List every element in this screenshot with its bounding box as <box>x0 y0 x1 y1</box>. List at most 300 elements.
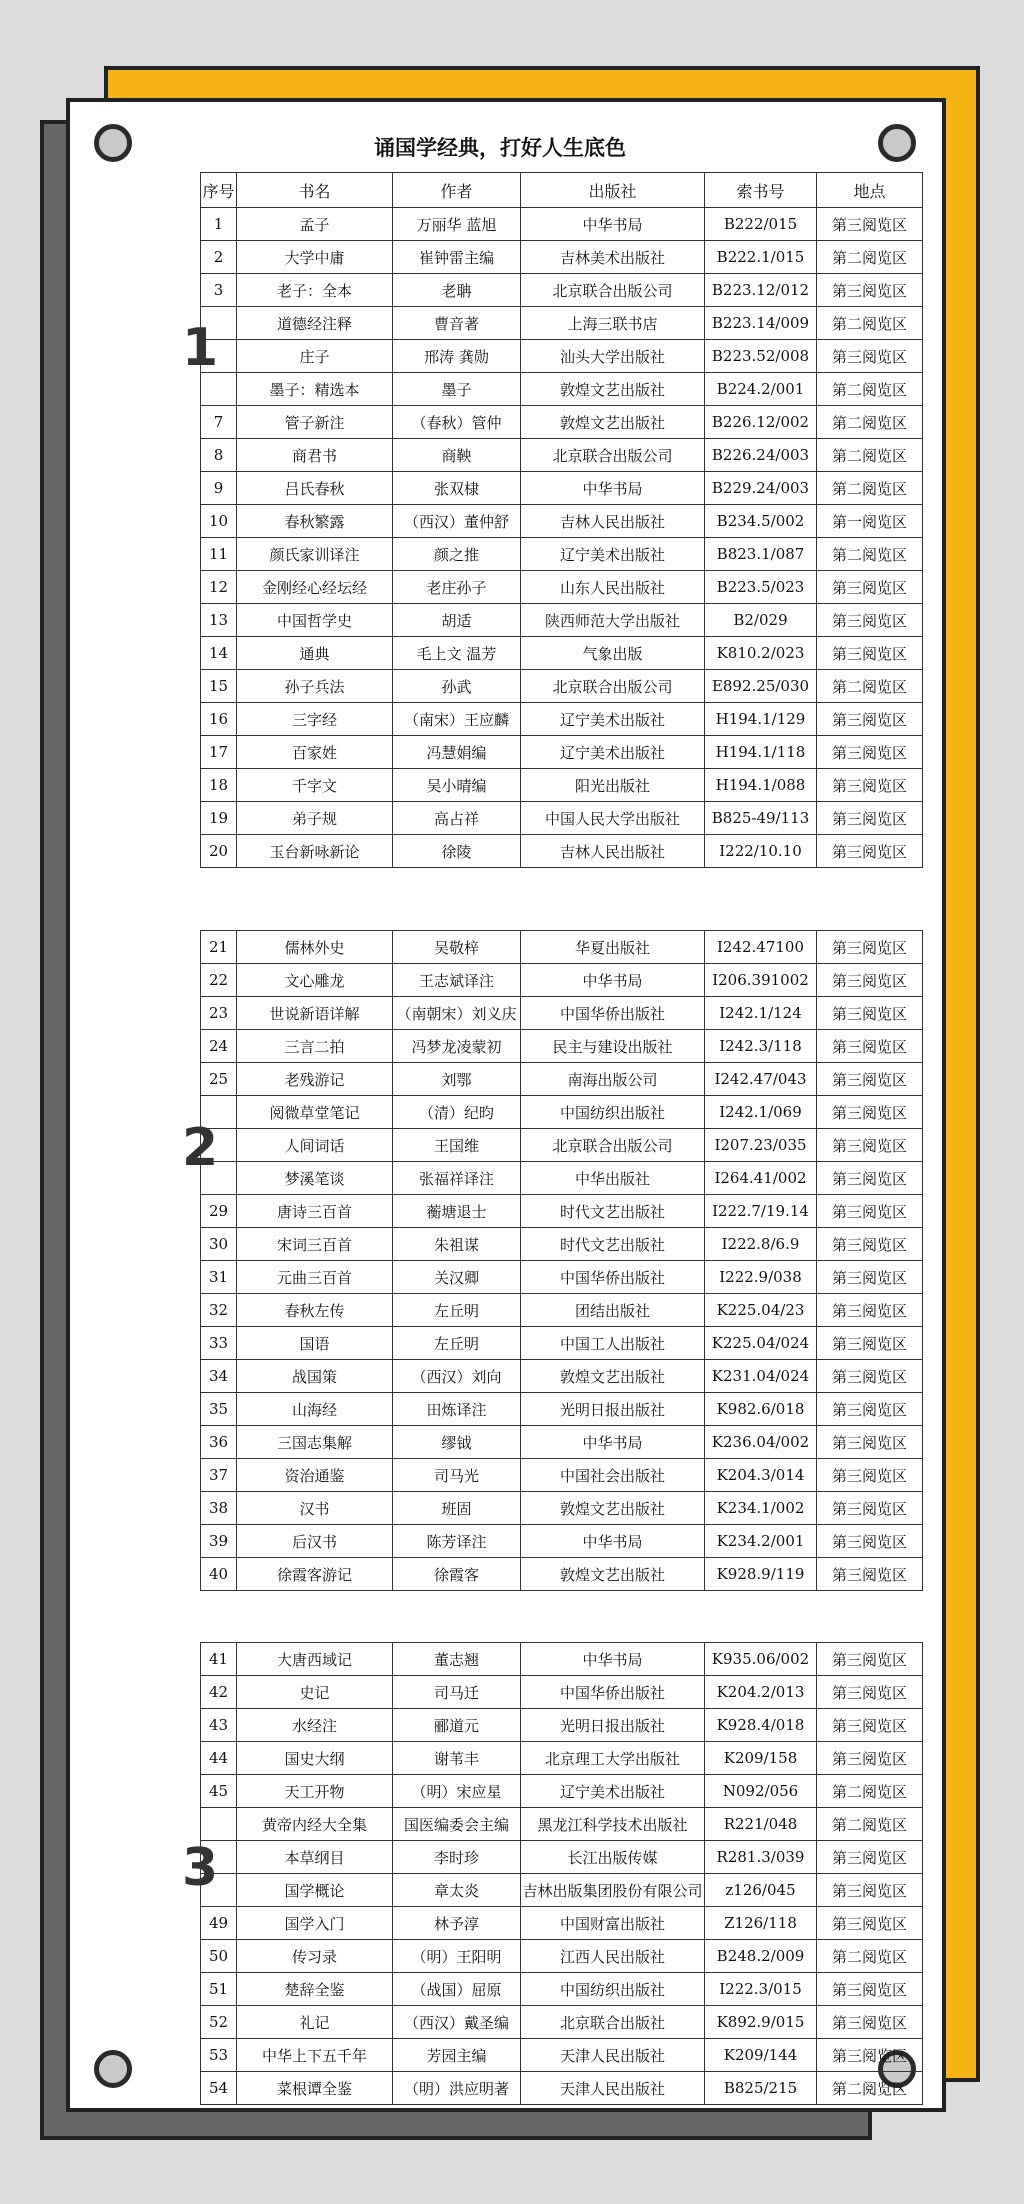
book-author-cell: （南宋）王应麟 <box>393 703 521 736</box>
book-title-cell: 老子：全本 <box>237 274 393 307</box>
table-row <box>201 571 923 604</box>
publisher-cell: 团结出版社 <box>521 1294 705 1327</box>
row-number-cell: 43 <box>201 1709 237 1742</box>
row-number-cell: 40 <box>201 1558 237 1591</box>
call-number-cell: I222.3/015 <box>705 1973 817 2006</box>
book-author-cell: 芳园主编 <box>393 2039 521 2072</box>
location-cell: 第三阅览区 <box>817 1492 923 1525</box>
book-title-cell: 国学入门 <box>237 1907 393 1940</box>
table-row <box>201 373 923 406</box>
call-number-cell: B229.24/003 <box>705 472 817 505</box>
book-author-cell: 班固 <box>393 1492 521 1525</box>
table-row <box>201 307 923 340</box>
group-number: 1 <box>182 318 219 378</box>
location-cell: 第二阅览区 <box>817 2072 923 2105</box>
table-row <box>201 1775 923 1808</box>
publisher-cell: 南海出版公司 <box>521 1063 705 1096</box>
book-author-cell: 张双棣 <box>393 472 521 505</box>
call-number-cell: I222.9/038 <box>705 1261 817 1294</box>
call-number-cell: K935.06/002 <box>705 1643 817 1676</box>
table-row <box>201 505 923 538</box>
publisher-cell: 敦煌文艺出版社 <box>521 1360 705 1393</box>
table-row <box>201 637 923 670</box>
book-author-cell: 李时珍 <box>393 1841 521 1874</box>
book-title-cell: 孟子 <box>237 208 393 241</box>
book-author-cell: 胡适 <box>393 604 521 637</box>
book-author-cell: 蘅塘退士 <box>393 1195 521 1228</box>
location-cell: 第三阅览区 <box>817 571 923 604</box>
call-number-cell: B248.2/009 <box>705 1940 817 1973</box>
table-row <box>201 997 923 1030</box>
book-title-cell: 资治通鉴 <box>237 1459 393 1492</box>
book-author-cell: 冯梦龙凌蒙初 <box>393 1030 521 1063</box>
location-cell: 第二阅览区 <box>817 241 923 274</box>
location-cell: 第三阅览区 <box>817 1973 923 2006</box>
call-number-cell: I222.7/19.14 <box>705 1195 817 1228</box>
book-author-cell: （西汉）董仲舒 <box>393 505 521 538</box>
call-number-cell: E892.25/030 <box>705 670 817 703</box>
book-title-cell: 世说新语详解 <box>237 997 393 1030</box>
book-author-cell: 董志翘 <box>393 1643 521 1676</box>
location-cell: 第二阅览区 <box>817 1775 923 1808</box>
call-number-cell: H194.1/129 <box>705 703 817 736</box>
row-number-cell <box>201 1841 237 1874</box>
location-cell: 第三阅览区 <box>817 964 923 997</box>
book-author-cell: 谢苇丰 <box>393 1742 521 1775</box>
location-cell: 第三阅览区 <box>817 208 923 241</box>
location-cell: 第三阅览区 <box>817 703 923 736</box>
call-number-cell: I242.1/124 <box>705 997 817 1030</box>
call-number-cell: B223.52/008 <box>705 340 817 373</box>
table-row <box>201 208 923 241</box>
book-author-cell: 司马光 <box>393 1459 521 1492</box>
row-number-cell: 10 <box>201 505 237 538</box>
publisher-cell: 吉林出版集团股份有限公司 <box>521 1874 705 1907</box>
call-number-cell: K231.04/024 <box>705 1360 817 1393</box>
call-number-cell: K928.9/119 <box>705 1558 817 1591</box>
header-cell: 地点 <box>817 173 923 208</box>
row-number-cell: 53 <box>201 2039 237 2072</box>
book-author-cell: 张福祥译注 <box>393 1162 521 1195</box>
publisher-cell: 中华书局 <box>521 208 705 241</box>
call-number-cell: B2/029 <box>705 604 817 637</box>
table-row <box>201 439 923 472</box>
call-number-cell: K928.4/018 <box>705 1709 817 1742</box>
location-cell: 第三阅览区 <box>817 1360 923 1393</box>
row-number-cell: 18 <box>201 769 237 802</box>
publisher-cell: 陕西师范大学出版社 <box>521 604 705 637</box>
book-author-cell: 国医编委会主编 <box>393 1808 521 1841</box>
location-cell: 第三阅览区 <box>817 736 923 769</box>
call-number-cell: I264.41/002 <box>705 1162 817 1195</box>
group-number: 2 <box>182 1118 219 1178</box>
pin-icon <box>94 2050 132 2088</box>
call-number-cell: K236.04/002 <box>705 1426 817 1459</box>
row-number-cell: 17 <box>201 736 237 769</box>
location-cell: 第三阅览区 <box>817 1742 923 1775</box>
row-number-cell: 32 <box>201 1294 237 1327</box>
table-row <box>201 1426 923 1459</box>
book-author-cell: 王国维 <box>393 1129 521 1162</box>
book-title-cell: 管子新注 <box>237 406 393 439</box>
row-number-cell: 30 <box>201 1228 237 1261</box>
location-cell: 第二阅览区 <box>817 538 923 571</box>
book-title-cell: 黄帝内经大全集 <box>237 1808 393 1841</box>
table-row <box>201 1643 923 1676</box>
publisher-cell: 时代文艺出版社 <box>521 1195 705 1228</box>
book-title-cell: 墨子：精选本 <box>237 373 393 406</box>
table-row <box>201 703 923 736</box>
row-number-cell: 24 <box>201 1030 237 1063</box>
row-number-cell: 23 <box>201 997 237 1030</box>
table-row <box>201 1808 923 1841</box>
location-cell: 第三阅览区 <box>817 2006 923 2039</box>
row-number-cell <box>201 1808 237 1841</box>
call-number-cell: K209/158 <box>705 1742 817 1775</box>
book-author-cell: 缪钺 <box>393 1426 521 1459</box>
book-author-cell: 毛上文 温芳 <box>393 637 521 670</box>
book-author-cell: （西汉）刘向 <box>393 1360 521 1393</box>
book-author-cell: 朱祖谋 <box>393 1228 521 1261</box>
row-number-cell: 25 <box>201 1063 237 1096</box>
book-author-cell: 田炼译注 <box>393 1393 521 1426</box>
table-row <box>201 835 923 868</box>
row-number-cell: 1 <box>201 208 237 241</box>
row-number-cell: 45 <box>201 1775 237 1808</box>
book-title-cell: 千字文 <box>237 769 393 802</box>
book-title-cell: 文心雕龙 <box>237 964 393 997</box>
call-number-cell: K204.2/013 <box>705 1676 817 1709</box>
row-number-cell: 20 <box>201 835 237 868</box>
book-author-cell: 郦道元 <box>393 1709 521 1742</box>
call-number-cell: I242.47100 <box>705 931 817 964</box>
call-number-cell: Z126/118 <box>705 1907 817 1940</box>
row-number-cell: 14 <box>201 637 237 670</box>
publisher-cell: 华夏出版社 <box>521 931 705 964</box>
publisher-cell: 敦煌文艺出版社 <box>521 1558 705 1591</box>
call-number-cell: I242.47/043 <box>705 1063 817 1096</box>
row-number-cell: 8 <box>201 439 237 472</box>
pin-icon <box>94 124 132 162</box>
row-number-cell: 22 <box>201 964 237 997</box>
publisher-cell: 中国华侨出版社 <box>521 1261 705 1294</box>
call-number-cell: B226.24/003 <box>705 439 817 472</box>
book-title-cell: 国史大纲 <box>237 1742 393 1775</box>
book-title-cell: 徐霞客游记 <box>237 1558 393 1591</box>
book-title-cell: 庄子 <box>237 340 393 373</box>
row-number-cell: 41 <box>201 1643 237 1676</box>
header-cell: 出版社 <box>521 173 705 208</box>
call-number-cell: B825/215 <box>705 2072 817 2105</box>
book-author-cell: （明）宋应星 <box>393 1775 521 1808</box>
book-author-cell: （明）洪应明著 <box>393 2072 521 2105</box>
call-number-cell: R281.3/039 <box>705 1841 817 1874</box>
book-author-cell: 墨子 <box>393 373 521 406</box>
row-number-cell <box>201 307 237 340</box>
row-number-cell: 12 <box>201 571 237 604</box>
location-cell: 第三阅览区 <box>817 1261 923 1294</box>
book-author-cell: 关汉卿 <box>393 1261 521 1294</box>
call-number-cell: K892.9/015 <box>705 2006 817 2039</box>
book-title-cell: 道德经注释 <box>237 307 393 340</box>
book-title-cell: 国学概论 <box>237 1874 393 1907</box>
table-row <box>201 1129 923 1162</box>
book-author-cell: 陈芳译注 <box>393 1525 521 1558</box>
header-cell: 索书号 <box>705 173 817 208</box>
row-number-cell: 44 <box>201 1742 237 1775</box>
table-row <box>201 1709 923 1742</box>
table-row <box>201 1973 923 2006</box>
location-cell: 第三阅览区 <box>817 1643 923 1676</box>
row-number-cell: 16 <box>201 703 237 736</box>
table-row <box>201 1742 923 1775</box>
book-author-cell: （清）纪昀 <box>393 1096 521 1129</box>
book-author-cell: （春秋）管仲 <box>393 406 521 439</box>
book-title-cell: 老残游记 <box>237 1063 393 1096</box>
table-row <box>201 1162 923 1195</box>
row-number-cell <box>201 1096 237 1129</box>
book-title-cell: 吕氏春秋 <box>237 472 393 505</box>
table-header-row <box>201 173 923 208</box>
table-row <box>201 802 923 835</box>
book-title-cell: 天工开物 <box>237 1775 393 1808</box>
publisher-cell: 辽宁美术出版社 <box>521 1775 705 1808</box>
book-title-cell: 宋词三百首 <box>237 1228 393 1261</box>
table-row <box>201 1459 923 1492</box>
table-row <box>201 406 923 439</box>
location-cell: 第三阅览区 <box>817 1459 923 1492</box>
location-cell: 第三阅览区 <box>817 1096 923 1129</box>
book-title-cell: 三字经 <box>237 703 393 736</box>
publisher-cell: 气象出版 <box>521 637 705 670</box>
row-number-cell: 29 <box>201 1195 237 1228</box>
book-author-cell: 刘鄂 <box>393 1063 521 1096</box>
publisher-cell: 黑龙江科学技术出版社 <box>521 1808 705 1841</box>
location-cell: 第三阅览区 <box>817 1525 923 1558</box>
row-number-cell <box>201 1129 237 1162</box>
publisher-cell: 中国社会出版社 <box>521 1459 705 1492</box>
call-number-cell: K209/144 <box>705 2039 817 2072</box>
publisher-cell: 天津人民出版社 <box>521 2072 705 2105</box>
book-title-cell: 人间词话 <box>237 1129 393 1162</box>
publisher-cell: 敦煌文艺出版社 <box>521 373 705 406</box>
location-cell: 第三阅览区 <box>817 637 923 670</box>
publisher-cell: 中国华侨出版社 <box>521 997 705 1030</box>
book-title-cell: 梦溪笔谈 <box>237 1162 393 1195</box>
book-author-cell: 颜之推 <box>393 538 521 571</box>
book-author-cell: 司马迁 <box>393 1676 521 1709</box>
location-cell: 第三阅览区 <box>817 1709 923 1742</box>
location-cell: 第三阅览区 <box>817 769 923 802</box>
call-number-cell: I242.1/069 <box>705 1096 817 1129</box>
call-number-cell: K225.04/024 <box>705 1327 817 1360</box>
row-number-cell: 31 <box>201 1261 237 1294</box>
location-cell: 第二阅览区 <box>817 307 923 340</box>
call-number-cell: K204.3/014 <box>705 1459 817 1492</box>
call-number-cell: R221/048 <box>705 1808 817 1841</box>
location-cell: 第三阅览区 <box>817 1294 923 1327</box>
location-cell: 第三阅览区 <box>817 1195 923 1228</box>
book-author-cell: 徐霞客 <box>393 1558 521 1591</box>
call-number-cell: B234.5/002 <box>705 505 817 538</box>
publisher-cell: 中华书局 <box>521 1643 705 1676</box>
table-row <box>201 2006 923 2039</box>
location-cell: 第二阅览区 <box>817 373 923 406</box>
book-title-cell: 战国策 <box>237 1360 393 1393</box>
row-number-cell: 49 <box>201 1907 237 1940</box>
book-title-cell: 国语 <box>237 1327 393 1360</box>
book-title-cell: 后汉书 <box>237 1525 393 1558</box>
publisher-cell: 北京理工大学出版社 <box>521 1742 705 1775</box>
row-number-cell: 35 <box>201 1393 237 1426</box>
book-table-section-3 <box>200 1642 922 2105</box>
location-cell: 第三阅览区 <box>817 1129 923 1162</box>
table-row <box>201 1294 923 1327</box>
table-row <box>201 1327 923 1360</box>
book-author-cell: 商鞅 <box>393 439 521 472</box>
book-title-cell: 元曲三百首 <box>237 1261 393 1294</box>
book-title-cell: 弟子规 <box>237 802 393 835</box>
publisher-cell: 中国纺织出版社 <box>521 1973 705 2006</box>
location-cell: 第二阅览区 <box>817 1940 923 1973</box>
book-author-cell: （南朝宋）刘义庆 <box>393 997 521 1030</box>
call-number-cell: B223.14/009 <box>705 307 817 340</box>
book-author-cell: 邢涛 龚勋 <box>393 340 521 373</box>
table-row <box>201 1261 923 1294</box>
book-author-cell: 林予淳 <box>393 1907 521 1940</box>
publisher-cell: 吉林美术出版社 <box>521 241 705 274</box>
call-number-cell: B226.12/002 <box>705 406 817 439</box>
book-title-cell: 本草纲目 <box>237 1841 393 1874</box>
book-author-cell: 万丽华 蓝旭 <box>393 208 521 241</box>
publisher-cell: 中华出版社 <box>521 1162 705 1195</box>
header-cell: 作者 <box>393 173 521 208</box>
location-cell: 第二阅览区 <box>817 439 923 472</box>
publisher-cell: 光明日报出版社 <box>521 1709 705 1742</box>
location-cell: 第二阅览区 <box>817 1808 923 1841</box>
call-number-cell: z126/045 <box>705 1874 817 1907</box>
table-row <box>201 1228 923 1261</box>
location-cell: 第三阅览区 <box>817 1874 923 1907</box>
book-author-cell: （西汉）戴圣编 <box>393 2006 521 2039</box>
book-title-cell: 百家姓 <box>237 736 393 769</box>
location-cell: 第三阅览区 <box>817 274 923 307</box>
book-title-cell: 春秋左传 <box>237 1294 393 1327</box>
book-author-cell: 老庄孙子 <box>393 571 521 604</box>
publisher-cell: 北京联合出版公司 <box>521 1129 705 1162</box>
location-cell: 第三阅览区 <box>817 835 923 868</box>
table-row <box>201 769 923 802</box>
call-number-cell: K234.1/002 <box>705 1492 817 1525</box>
publisher-cell: 北京联合出版社 <box>521 2006 705 2039</box>
row-number-cell: 36 <box>201 1426 237 1459</box>
book-title-cell: 颜氏家训译注 <box>237 538 393 571</box>
publisher-cell: 北京联合出版公司 <box>521 670 705 703</box>
location-cell: 第三阅览区 <box>817 1030 923 1063</box>
row-number-cell: 11 <box>201 538 237 571</box>
table-row <box>201 472 923 505</box>
book-title-cell: 儒林外史 <box>237 931 393 964</box>
book-title-cell: 玉台新咏新论 <box>237 835 393 868</box>
table-row <box>201 2039 923 2072</box>
publisher-cell: 辽宁美术出版社 <box>521 736 705 769</box>
table-row <box>201 2072 923 2105</box>
location-cell: 第三阅览区 <box>817 802 923 835</box>
book-author-cell: 崔钟雷主编 <box>393 241 521 274</box>
book-author-cell: 徐陵 <box>393 835 521 868</box>
location-cell: 第三阅览区 <box>817 1228 923 1261</box>
header-cell: 序号 <box>201 173 237 208</box>
publisher-cell: 中国工人出版社 <box>521 1327 705 1360</box>
publisher-cell: 天津人民出版社 <box>521 2039 705 2072</box>
row-number-cell: 54 <box>201 2072 237 2105</box>
row-number-cell: 33 <box>201 1327 237 1360</box>
call-number-cell: N092/056 <box>705 1775 817 1808</box>
publisher-cell: 辽宁美术出版社 <box>521 538 705 571</box>
publisher-cell: 中国财富出版社 <box>521 1907 705 1940</box>
row-number-cell: 34 <box>201 1360 237 1393</box>
book-title-cell: 金刚经心经坛经 <box>237 571 393 604</box>
book-author-cell: 王志斌译注 <box>393 964 521 997</box>
location-cell: 第三阅览区 <box>817 1162 923 1195</box>
publisher-cell: 吉林人民出版社 <box>521 505 705 538</box>
call-number-cell: B222.1/015 <box>705 241 817 274</box>
book-title-cell: 传习录 <box>237 1940 393 1973</box>
book-title-cell: 三国志集解 <box>237 1426 393 1459</box>
table-row <box>201 931 923 964</box>
call-number-cell: I242.3/118 <box>705 1030 817 1063</box>
publisher-cell: 敦煌文艺出版社 <box>521 1492 705 1525</box>
location-cell: 第三阅览区 <box>817 1841 923 1874</box>
table-row <box>201 1940 923 1973</box>
location-cell: 第三阅览区 <box>817 604 923 637</box>
location-cell: 第三阅览区 <box>817 1327 923 1360</box>
book-author-cell: 章太炎 <box>393 1874 521 1907</box>
table-row <box>201 736 923 769</box>
location-cell: 第三阅览区 <box>817 931 923 964</box>
call-number-cell: I222.8/6.9 <box>705 1228 817 1261</box>
table-row <box>201 1492 923 1525</box>
call-number-cell: K225.04/23 <box>705 1294 817 1327</box>
location-cell: 第一阅览区 <box>817 505 923 538</box>
table-row <box>201 1063 923 1096</box>
table-row <box>201 964 923 997</box>
book-author-cell: （明）王阳明 <box>393 1940 521 1973</box>
publisher-cell: 中国纺织出版社 <box>521 1096 705 1129</box>
table-row <box>201 1558 923 1591</box>
table-row <box>201 670 923 703</box>
book-author-cell: 高占祥 <box>393 802 521 835</box>
book-title-cell: 楚辞全鉴 <box>237 1973 393 2006</box>
row-number-cell: 51 <box>201 1973 237 2006</box>
location-cell: 第三阅览区 <box>817 1393 923 1426</box>
book-author-cell: （战国）屈原 <box>393 1973 521 2006</box>
book-author-cell: 吴小晴编 <box>393 769 521 802</box>
row-number-cell <box>201 373 237 406</box>
table-row <box>201 1393 923 1426</box>
book-author-cell: 左丘明 <box>393 1294 521 1327</box>
location-cell: 第三阅览区 <box>817 340 923 373</box>
publisher-cell: 北京联合出版公司 <box>521 274 705 307</box>
location-cell: 第三阅览区 <box>817 1063 923 1096</box>
book-table-section-1 <box>200 172 922 868</box>
row-number-cell: 52 <box>201 2006 237 2039</box>
publisher-cell: 光明日报出版社 <box>521 1393 705 1426</box>
location-cell: 第二阅览区 <box>817 406 923 439</box>
publisher-cell: 中国人民大学出版社 <box>521 802 705 835</box>
table-row <box>201 340 923 373</box>
row-number-cell <box>201 1874 237 1907</box>
